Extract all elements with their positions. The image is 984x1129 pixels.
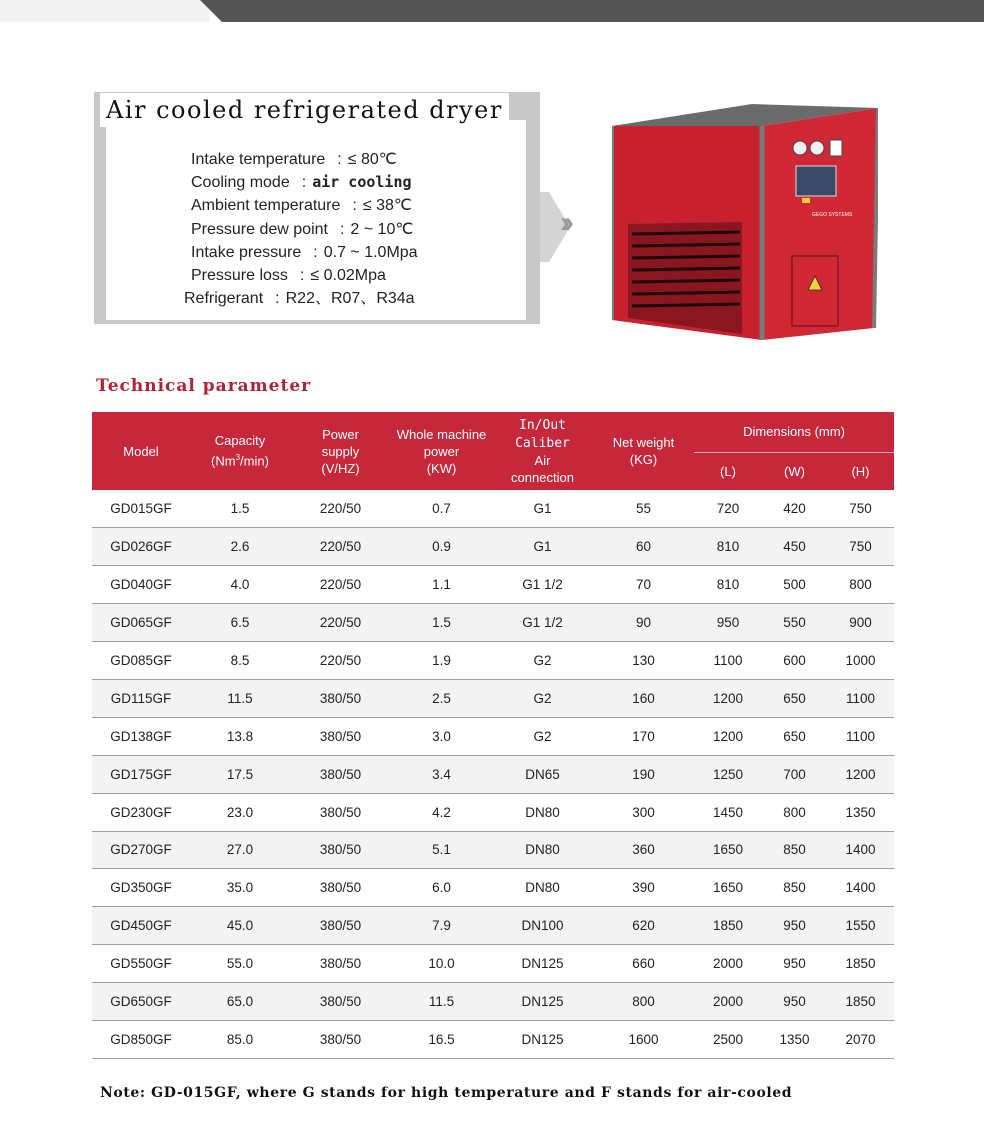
cell-air-connection: DN125 [492,983,593,1021]
table-row [92,679,894,717]
cell-model: GD650GF [92,983,190,1021]
cell-power-supply: 380/50 [290,831,391,869]
header-air-connection [492,412,593,490]
controller-display [796,166,836,196]
cell-machine-power: 11.5 [391,983,492,1021]
cell-air-connection: DN65 [492,755,593,793]
spec-label: Pressure loss [191,266,288,284]
table-row [92,907,894,945]
header-capacity-label: Capacity [214,433,266,449]
cell-height: 1200 [827,755,894,793]
table-row [92,831,894,869]
cell-net-weight: 60 [593,528,694,566]
cell-net-weight: 130 [593,642,694,680]
cell-length: 1450 [694,793,762,831]
cell-machine-power: 3.0 [391,717,492,755]
cell-model: GD175GF [92,755,190,793]
cell-length: 1650 [694,831,762,869]
cell-capacity: 4.0 [190,566,290,604]
cell-air-connection: DN100 [492,907,593,945]
spec-row: Refrigerant : R22、R07、R34a [184,287,514,310]
spec-label: Intake temperature [191,151,326,168]
cell-air-connection: G1 1/2 [492,604,593,642]
cell-power-supply: 380/50 [290,679,391,717]
double-chevron-right-icon: ›› [560,206,568,239]
cell-machine-power: 10.0 [391,945,492,983]
cell-width: 950 [762,945,827,983]
cell-air-connection: G2 [492,679,593,717]
cell-height: 1850 [827,983,894,1021]
table-row [92,869,894,907]
top-banner-dark [200,0,984,22]
footnote: Note: GD-015GF, where G stands for high temperature and F stands for air-cooled [100,1085,793,1101]
cell-model: GD270GF [92,831,190,869]
spec-row: Cooling mode : air cooling [184,171,514,194]
cell-capacity: 27.0 [190,831,290,869]
cell-width: 950 [762,983,827,1021]
cell-model: GD450GF [92,907,190,945]
table-row [92,566,894,604]
spec-label: Cooling mode [191,174,290,192]
cell-model: GD350GF [92,869,190,907]
header-machine-power-line: Whole machine [396,426,487,442]
cell-capacity: 6.5 [190,604,290,642]
header-net-weight-line: Net weight [612,435,675,450]
cell-length: 1100 [694,642,762,680]
top-banner-light [0,0,210,22]
cell-height: 900 [827,604,894,642]
spec-value: R22、R07、R34a [285,290,415,308]
cell-net-weight: 800 [593,983,694,1021]
spec-label: Refrigerant [184,290,264,308]
header-dim-w: (W) [762,452,827,490]
spec-row: Intake pressure : 0.7 ~ 1.0Mpa [184,241,514,264]
pressure-gauge-icon [810,141,824,155]
cell-width: 700 [762,755,827,793]
pressure-gauge-icon [793,141,807,155]
cell-net-weight: 620 [593,907,694,945]
cell-height: 1350 [827,793,894,831]
cell-model: GD230GF [92,793,190,831]
cell-height: 2070 [827,1020,894,1058]
header-model: Model [92,412,190,490]
cell-model: GD115GF [92,679,190,717]
table-row [92,528,894,566]
cell-power-supply: 380/50 [290,793,391,831]
cell-capacity: 23.0 [190,793,290,831]
cell-air-connection: DN80 [492,831,593,869]
header-air-connection-line: Air [534,453,551,468]
header-capacity [190,412,290,490]
cell-length: 1850 [694,907,762,945]
cell-machine-power: 0.9 [391,528,492,566]
header-dimensions: Dimensions (mm) [694,412,894,452]
cell-net-weight: 170 [593,717,694,755]
cell-length: 1250 [694,755,762,793]
cell-width: 550 [762,604,827,642]
spec-label: Ambient temperature [191,197,341,215]
cell-height: 750 [827,490,894,528]
cell-width: 650 [762,717,827,755]
spec-row: Intake temperature : ≤ 80℃ [184,148,514,171]
header-net-weight-line: (KG) [629,452,658,467]
cell-machine-power: 7.9 [391,907,492,945]
top-banner [0,0,984,22]
cell-net-weight: 160 [593,679,694,717]
table-row [92,983,894,1021]
cell-width: 500 [762,566,827,604]
spec-value: ≤ 80℃ [347,151,397,168]
table-row [92,717,894,755]
cell-net-weight: 190 [593,755,694,793]
cell-machine-power: 4.2 [391,793,492,831]
header-capacity-unit-sup: 3 [235,453,241,463]
cell-length: 720 [694,490,762,528]
cell-capacity: 45.0 [190,907,290,945]
cell-power-supply: 380/50 [290,717,391,755]
cell-height: 1400 [827,831,894,869]
cell-length: 2000 [694,983,762,1021]
table-row [92,755,894,793]
header-power-supply-line: supply [321,443,360,459]
cell-length: 1650 [694,869,762,907]
safety-label-icon [830,140,842,156]
cell-height: 1100 [827,679,894,717]
cell-air-connection: G2 [492,717,593,755]
cell-height: 1850 [827,945,894,983]
cell-height: 750 [827,528,894,566]
cell-air-connection: DN125 [492,945,593,983]
header-machine-power-line: power [423,443,460,459]
cell-width: 600 [762,642,827,680]
header-machine-power-line: (KW) [426,460,457,476]
cell-length: 1200 [694,679,762,717]
header-power-supply-line: Power [322,426,359,442]
cell-width: 420 [762,490,827,528]
cell-power-supply: 220/50 [290,604,391,642]
cell-capacity: 17.5 [190,755,290,793]
cell-net-weight: 1600 [593,1020,694,1058]
dryer-machine-illustration [612,104,878,340]
spec-row: Pressure loss : ≤ 0.02Mpa [184,264,514,287]
cell-power-supply: 220/50 [290,490,391,528]
header-air-connection-line: connection [511,470,574,485]
cell-air-connection: DN80 [492,793,593,831]
cell-power-supply: 220/50 [290,566,391,604]
spec-value: air cooling [312,173,412,192]
cell-machine-power: 2.5 [391,679,492,717]
header-machine-power [391,412,492,490]
cell-model: GD015GF [92,490,190,528]
cell-capacity: 1.5 [190,490,290,528]
panel-brand: GEGO SYSTEMS [812,212,853,218]
cell-capacity: 13.8 [190,717,290,755]
cell-width: 450 [762,528,827,566]
cell-height: 1100 [827,717,894,755]
header-capacity-unit-post: /min) [240,453,269,469]
cell-net-weight: 55 [593,490,694,528]
cell-air-connection: G2 [492,642,593,680]
cell-capacity: 65.0 [190,983,290,1021]
cell-model: GD026GF [92,528,190,566]
table-row [92,490,894,528]
cell-model: GD850GF [92,1020,190,1058]
cell-power-supply: 220/50 [290,528,391,566]
cell-length: 950 [694,604,762,642]
cell-length: 2000 [694,945,762,983]
cell-power-supply: 380/50 [290,755,391,793]
cell-height: 1000 [827,642,894,680]
cell-air-connection: G1 [492,528,593,566]
indicator-icon [802,198,810,203]
cell-capacity: 2.6 [190,528,290,566]
cell-machine-power: 6.0 [391,869,492,907]
cell-length: 810 [694,566,762,604]
header-net-weight [593,412,694,490]
spec-list [184,148,514,310]
cell-length: 1200 [694,717,762,755]
cell-height: 800 [827,566,894,604]
cell-power-supply: 380/50 [290,983,391,1021]
cell-width: 850 [762,869,827,907]
cell-power-supply: 380/50 [290,907,391,945]
cell-capacity: 55.0 [190,945,290,983]
cell-model: GD138GF [92,717,190,755]
cell-machine-power: 1.9 [391,642,492,680]
cell-model: GD065GF [92,604,190,642]
cell-net-weight: 660 [593,945,694,983]
cell-power-supply: 220/50 [290,642,391,680]
table-row [92,1020,894,1058]
cell-power-supply: 380/50 [290,869,391,907]
spec-label: Intake pressure [191,243,302,261]
cell-model: GD040GF [92,566,190,604]
cell-machine-power: 0.7 [391,490,492,528]
table-row [92,604,894,642]
cell-net-weight: 70 [593,566,694,604]
cell-height: 1550 [827,907,894,945]
cell-width: 1350 [762,1020,827,1058]
parameter-table [92,412,894,1059]
cell-width: 800 [762,793,827,831]
vent-grille [612,222,742,334]
header-caliber: In/Out Caliber [515,418,570,451]
cell-machine-power: 5.1 [391,831,492,869]
cell-model: GD550GF [92,945,190,983]
cell-air-connection: G1 [492,490,593,528]
cell-net-weight: 360 [593,831,694,869]
cell-width: 650 [762,679,827,717]
spec-row: Ambient temperature : ≤ 38℃ [184,194,514,217]
cell-height: 1400 [827,869,894,907]
cell-power-supply: 380/50 [290,945,391,983]
cell-machine-power: 1.5 [391,604,492,642]
cell-air-connection: DN80 [492,869,593,907]
cell-capacity: 8.5 [190,642,290,680]
cell-net-weight: 90 [593,604,694,642]
cell-length: 810 [694,528,762,566]
cell-machine-power: 1.1 [391,566,492,604]
cell-length: 2500 [694,1020,762,1058]
header-dim-h: (H) [827,452,894,490]
table-row [92,945,894,983]
cell-net-weight: 390 [593,869,694,907]
spec-value: ≤ 38℃ [362,197,412,215]
spec-label: Pressure dew point [191,220,328,238]
table-row [92,793,894,831]
parameter-table-body [92,490,894,1058]
spec-value: 0.7 ~ 1.0Mpa [323,243,418,261]
header-power-supply [290,412,391,490]
spec-row: Pressure dew point : 2 ~ 10℃ [184,218,514,241]
cell-air-connection: G1 1/2 [492,566,593,604]
cell-width: 950 [762,907,827,945]
cell-net-weight: 300 [593,793,694,831]
spec-value: ≤ 0.02Mpa [310,266,386,284]
header-dim-l: (L) [694,452,762,490]
product-title: Air cooled refrigerated dryer [100,93,509,127]
spec-value: 2 ~ 10℃ [350,220,414,238]
cell-capacity: 35.0 [190,869,290,907]
cell-capacity: 11.5 [190,679,290,717]
header-power-supply-line: (V/HZ) [321,460,360,476]
cell-model: GD085GF [92,642,190,680]
cell-machine-power: 3.4 [391,755,492,793]
cell-machine-power: 16.5 [391,1020,492,1058]
cell-width: 850 [762,831,827,869]
table-row [92,642,894,680]
cell-air-connection: DN125 [492,1020,593,1058]
technical-title: Technical parameter [96,376,312,396]
header-capacity-unit-pre: (Nm [211,453,236,469]
cell-capacity: 85.0 [190,1020,290,1058]
cell-power-supply: 380/50 [290,1020,391,1058]
